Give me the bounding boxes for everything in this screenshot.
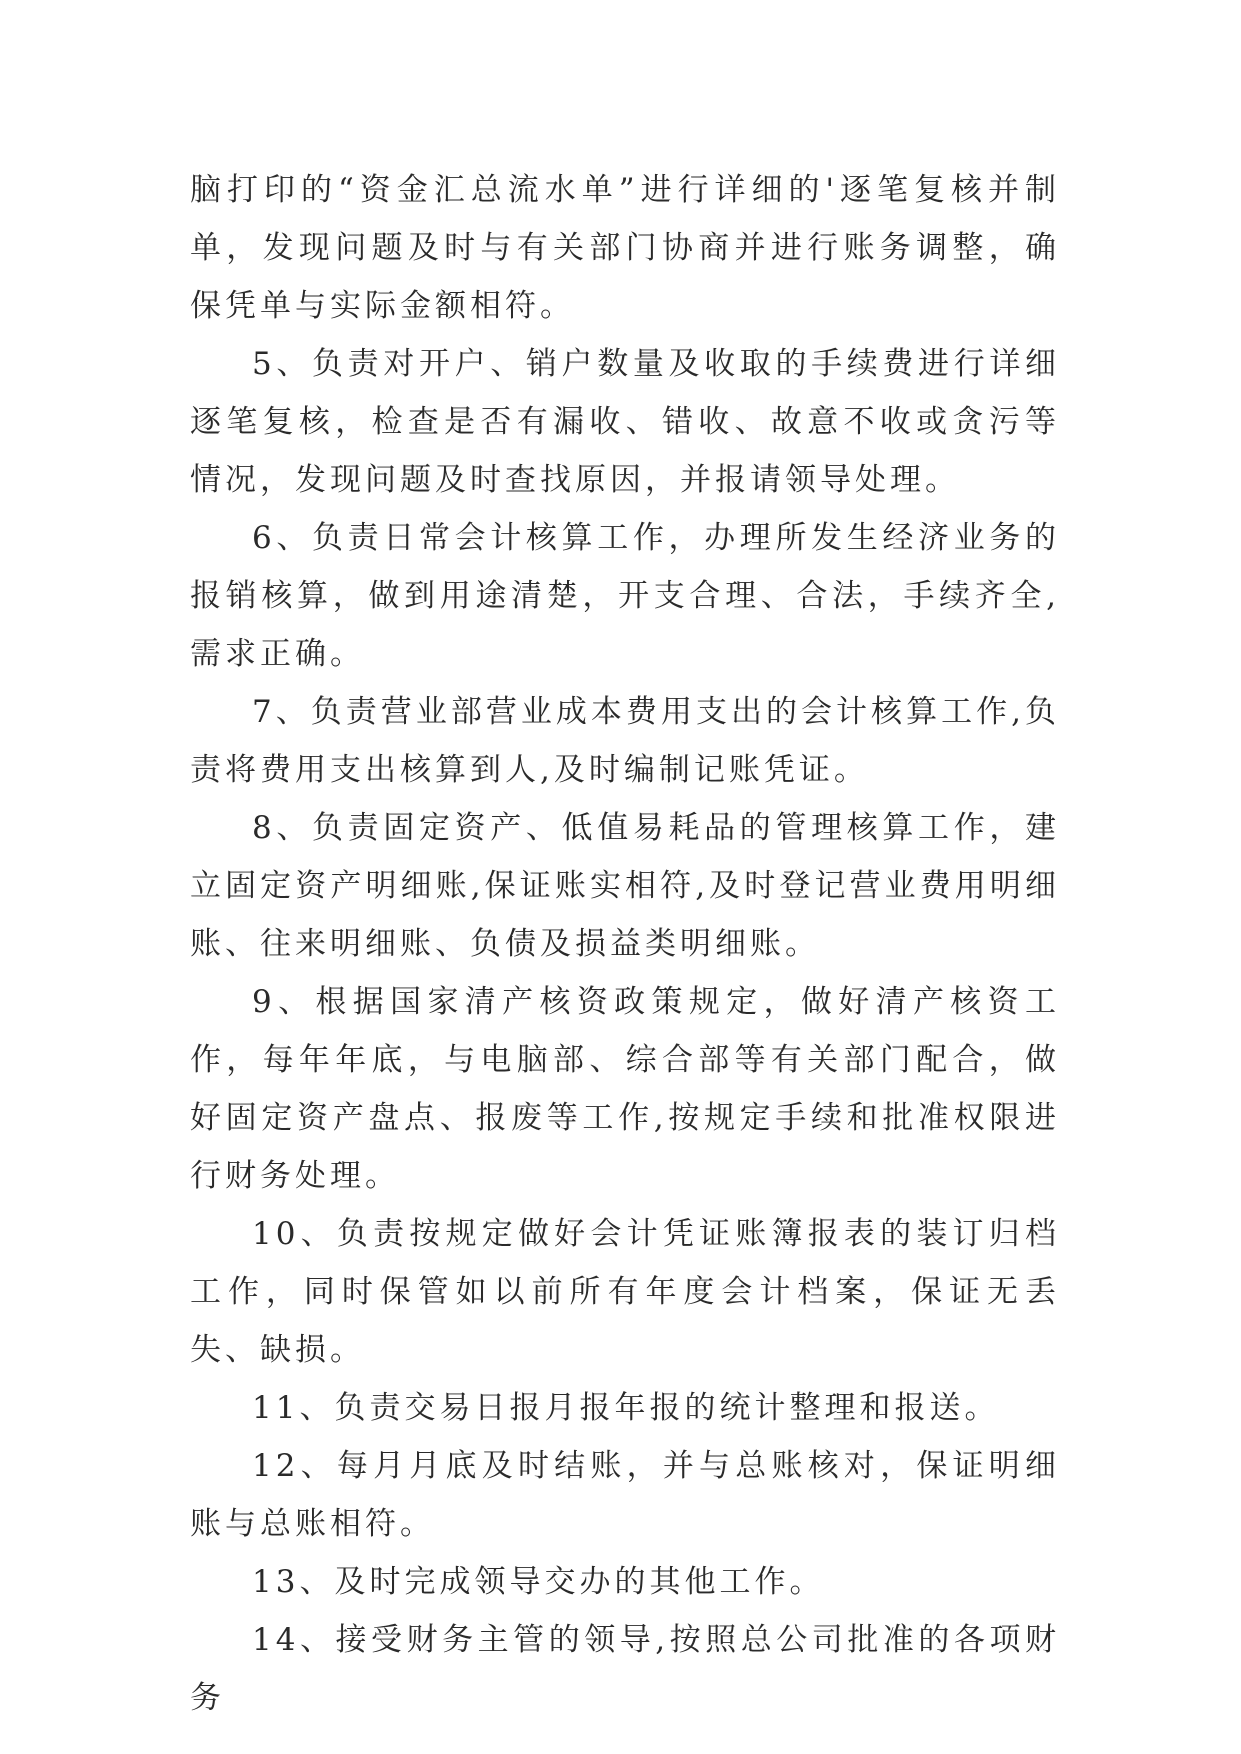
paragraph-item-8: 8、负责固定资产、低值易耗品的管理核算工作，建立固定资产明细账,保证账实相符,及时登记营业费用明细账、往来明细账、负债及损益类明细账。 [190, 810, 1060, 962]
paragraph-continuation: 脑打印的“资金汇总流水单”进行详细的'逐笔复核并制单，发现问题及时与有关部门协商并进行账务调整，确保凭单与实际金额相符。 [190, 172, 1060, 324]
document-body [190, 161, 1060, 1727]
paragraph-item-13: 13、及时完成领导交办的其他工作。 [252, 1564, 825, 1600]
paragraph-item-10: 10、负责按规定做好会计凭证账簿报表的装订归档工作，同时保管如以前所有年度会计档案，保证无丢失、缺损。 [190, 1216, 1060, 1368]
paragraph-item-11: 11、负责交易日报月报年报的统计整理和报送。 [252, 1390, 1000, 1426]
paragraph-item-7: 7、负责营业部营业成本费用支出的会计核算工作,负责将费用支出核算到人,及时编制记账凭证。 [190, 694, 1060, 788]
paragraph-item-9: 9、根据国家清产核资政策规定，做好清产核资工作，每年年底，与电脑部、综合部等有关部门配合，做好固定资产盘点、报废等工作,按规定手续和批准权限进行财务处理。 [190, 984, 1060, 1194]
paragraph-item-6: 6、负责日常会计核算工作，办理所发生经济业务的报销核算，做到用途清楚，开支合理、合法，手续齐全,需求正确。 [190, 520, 1060, 672]
paragraph-item-12: 12、每月月底及时结账，并与总账核对，保证明细账与总账相符。 [190, 1448, 1060, 1542]
paragraph-item-5: 5、负责对开户、销户数量及收取的手续费进行详细逐笔复核，检查是否有漏收、错收、故意不收或贪污等情况，发现问题及时查找原因，并报请领导处理。 [190, 346, 1060, 498]
paragraph-item-14: 14、接受财务主管的领导,按照总公司批准的各项财务 [190, 1622, 1060, 1716]
